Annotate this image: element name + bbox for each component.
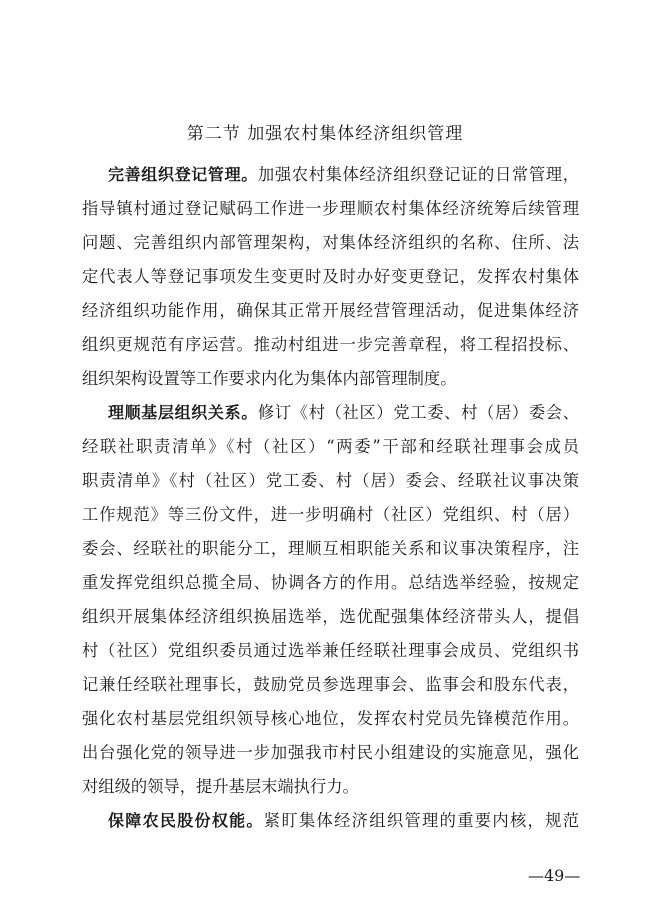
paragraph-line: 组织更规范有序运营。推动村组进一步完善章程，将工程招投标、 xyxy=(82,335,579,354)
paragraph-line: 指导镇村通过登记赋码工作进一步理顺农村集体经济统筹后续管理 xyxy=(82,199,579,218)
paragraph-line: 经济组织功能作用，确保其正常开展经营管理活动，促进集体经济 xyxy=(82,301,579,320)
paragraph-2-text: 修订《村（社区）党工委、村（居）委会、 xyxy=(257,403,579,422)
paragraph-2-first-line xyxy=(82,401,579,435)
paragraph-3-first-line xyxy=(82,809,579,843)
paragraph-line: 出台强化党的领导进一步加强我市村民小组建设的实施意见，强化 xyxy=(82,743,579,762)
paragraph-line: 对组级的领导，提升基层末端执行力。 xyxy=(82,777,359,796)
paragraph-line: 组织开展集体经济组织换届选举，选优配强集体经济带头人，提倡 xyxy=(82,607,579,626)
page-number: —49— xyxy=(528,866,581,885)
paragraph-line: 记兼任经联社理事长，鼓励党员参选理事会、监事会和股东代表， xyxy=(82,675,579,694)
paragraph-3-heading: 保障农民股份权能。 xyxy=(108,811,264,830)
paragraph-2-heading: 理顺基层组织关系。 xyxy=(108,403,258,422)
paragraph-1-text: 加强农村集体经济组织登记证的日常管理， xyxy=(257,165,579,184)
paragraph-line: 委会、经联社的职能分工，理顺互相职能关系和议事决策程序，注 xyxy=(82,539,579,558)
paragraph-3-text: 紧盯集体经济组织管理的重要内核，规范 xyxy=(263,811,579,830)
paragraph-line: 村（社区）党组织委员通过选举兼任经联社理事会成员、党组织书 xyxy=(82,641,579,660)
paragraph-line: 职责清单》《村（社区）党工委、村（居）委会、经联社议事决策 xyxy=(82,471,579,490)
paragraph-line: 强化农村基层党组织领导核心地位，发挥农村党员先锋模范作用。 xyxy=(82,709,579,728)
paragraph-line: 定代表人等登记事项发生变更时及时办好变更登记，发挥农村集体 xyxy=(82,267,579,286)
section-title: 第二节 加强农村集体经济组织管理 xyxy=(186,124,464,144)
paragraph-line: 重发挥党组织总揽全局、协调各方的作用。总结选举经验，按规定 xyxy=(82,573,579,592)
document-body xyxy=(82,163,579,843)
paragraph-line: 问题、完善组织内部管理架构，对集体经济组织的名称、住所、法 xyxy=(82,233,579,252)
paragraph-1-first-line xyxy=(82,163,579,197)
paragraph-line: 工作规范》等三份文件，进一步明确村（社区）党组织、村（居） xyxy=(82,505,579,524)
paragraph-line: 经联社职责清单》《村（社区）“两委”干部和经联社理事会成员 xyxy=(82,437,579,456)
paragraph-line: 组织架构设置等工作要求内化为集体内部管理制度。 xyxy=(82,369,457,388)
paragraph-1-heading: 完善组织登记管理。 xyxy=(108,165,258,184)
